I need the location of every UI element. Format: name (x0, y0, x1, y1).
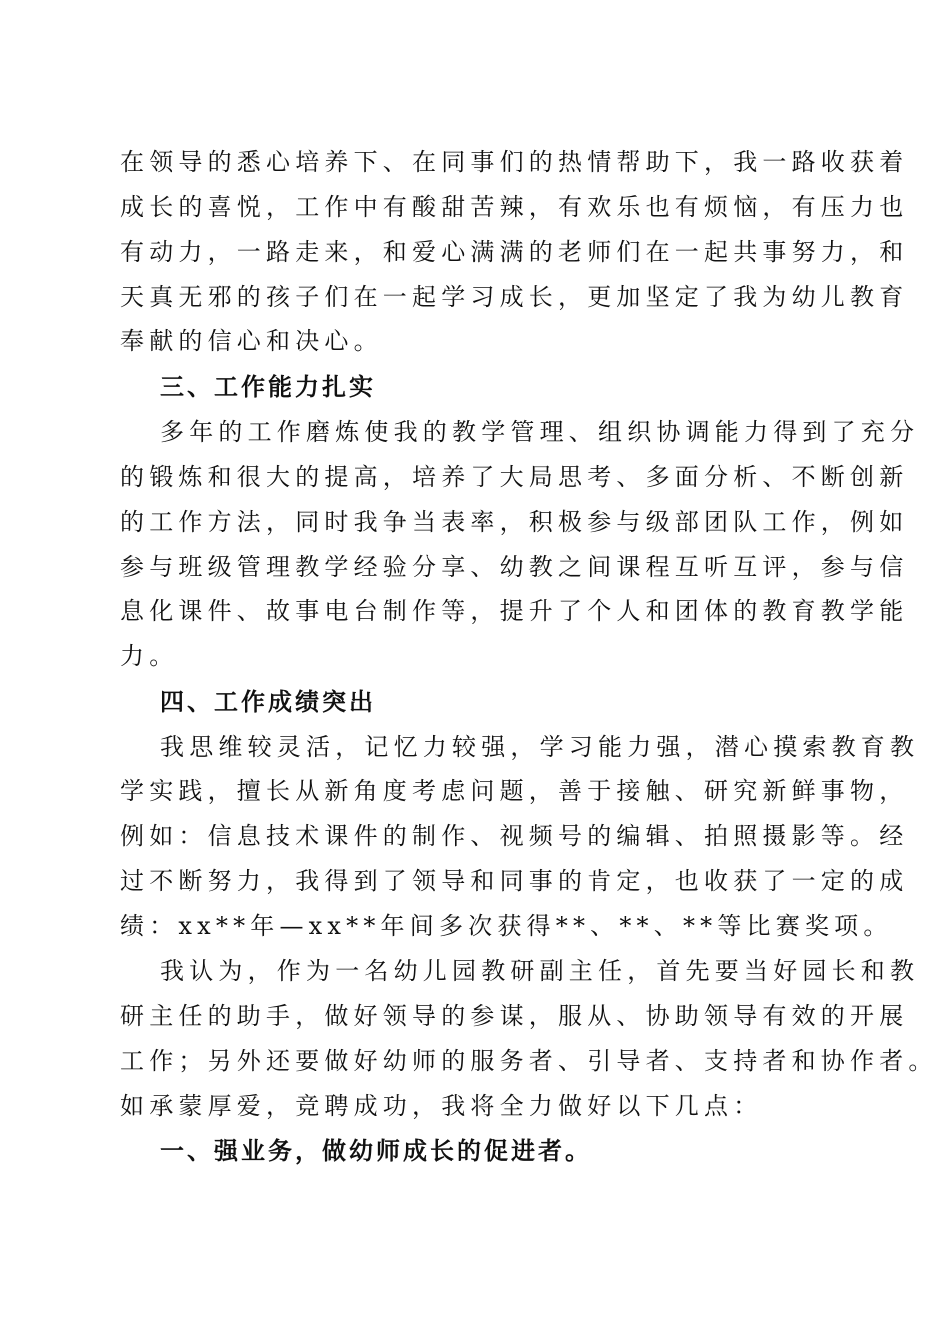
paragraph-line: 如承蒙厚爱，竞聘成功，我将全力做好以下几点： (120, 1092, 763, 1120)
section-heading-1: 一、强业务，做幼师成长的促进者。 (160, 1137, 592, 1165)
paragraph-line: 过不断努力，我得到了领导和同事的肯定，也收获了一定的成 (120, 867, 909, 895)
section-heading-4: 四、工作成绩突出 (160, 688, 376, 716)
paragraph-line: 力。 (120, 642, 179, 670)
paragraph-line: 多年的工作磨炼使我的教学管理、组织协调能力得到了充分 (160, 418, 920, 446)
paragraph-line: 息化课件、故事电台制作等，提升了个人和团体的教育教学能 (120, 597, 909, 625)
paragraph-line: 参与班级管理教学经验分享、幼教之间课程互听互评，参与信 (120, 553, 909, 581)
paragraph-line: 奉献的信心和决心。 (120, 327, 383, 355)
paragraph-line: 天真无邪的孩子们在一起学习成长，更加坚定了我为幼儿教育 (120, 283, 909, 311)
paragraph-line: 研主任的助手，做好领导的参谋，服从、协助领导有效的开展 (120, 1002, 909, 1030)
paragraph-line: 成长的喜悦，工作中有酸甜苦辣，有欢乐也有烦恼，有压力也 (120, 193, 909, 221)
paragraph-line: 有动力，一路走来，和爱心满满的老师们在一起共事努力，和 (120, 238, 909, 266)
paragraph-line: 我认为，作为一名幼儿园教研副主任，首先要当好园长和教 (160, 957, 920, 985)
paragraph-line: 的锻炼和很大的提高，培养了大局思考、多面分析、不断创新 (120, 463, 909, 491)
paragraph-line: 工作；另外还要做好幼师的服务者、引导者、支持者和协作者。 (120, 1047, 938, 1075)
paragraph-line: 绩：xx**年—xx**年间多次获得**、**、**等比赛奖项。 (120, 912, 893, 940)
paragraph-line: 我思维较灵活，记忆力较强，学习能力强，潜心摸索教育教 (160, 733, 920, 761)
paragraph-line: 在领导的悉心培养下、在同事们的热情帮助下，我一路收获着 (120, 148, 909, 176)
paragraph-line: 学实践，擅长从新角度考虑问题，善于接触、研究新鲜事物， (120, 777, 909, 805)
paragraph-line: 的工作方法，同时我争当表率，积极参与级部团队工作，例如 (120, 508, 909, 536)
section-heading-3: 三、工作能力扎实 (160, 373, 376, 401)
paragraph-line: 例如：信息技术课件的制作、视频号的编辑、拍照摄影等。经 (120, 822, 909, 850)
